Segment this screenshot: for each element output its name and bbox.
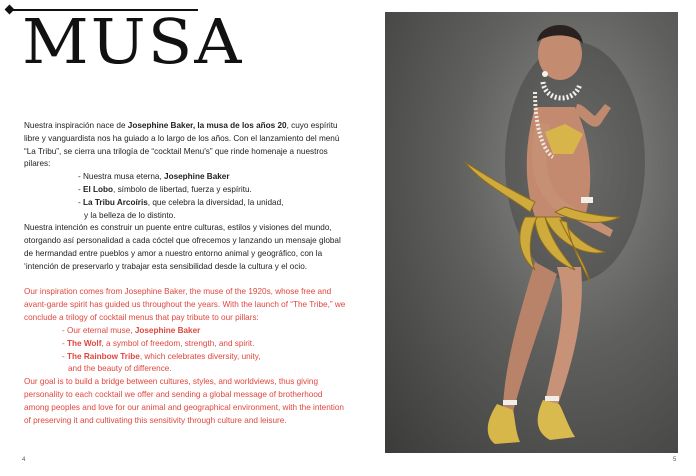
page-number-right: 5 (673, 457, 677, 463)
spanish-intro: Nuestra inspiración nace de Josephine Baker, la musa de los años 20, cuyo espíritu libre y vanguardista nos ha guiado a lo largo de los años. Con el lanzamiento del menú “La Tribu”, se cierra una trilogía de “cocktail Menu's” que rinde homenaje a nuestros pilares: (24, 121, 340, 169)
list-item: - El Lobo, símbolo de libertad, fuerza y espíritu. (78, 184, 252, 194)
dancer-photo (385, 12, 678, 453)
rule-diamond-icon (5, 5, 15, 15)
english-intro: Our inspiration comes from Josephine Baker, the muse of the 1920s, whose free and avant-garde spirit has guided us throughout the years. With the launch of “The Tribe,” we conclude a trilogy of cocktail menus that pay tribute to our pillars: (24, 287, 346, 322)
list-item: - Nuestra musa eterna, Josephine Baker (78, 172, 230, 182)
english-text-block (24, 286, 346, 428)
shoe-left (488, 404, 520, 444)
earring (542, 71, 548, 77)
shoe-right (538, 400, 575, 440)
english-closing: Our goal is to build a bridge between cultures, styles, and worldviews, thus giving personality to each cocktail we offer and sending a global message of brotherhood among peoples and love for our animal and geographical environment, with the intention of preserving it and cultivating this sensitivity through culture and leisure. (24, 377, 344, 426)
english-pillars-list (24, 325, 346, 377)
spanish-text-block (24, 120, 346, 274)
dancer-illustration (385, 12, 678, 453)
list-item: - The Wolf, a symbol of freedom, strength, and spirit. (62, 338, 255, 348)
list-item: - La Tribu Arcoíris, que celebra la diversidad, la unidad, y la belleza de lo distinto. (78, 197, 284, 220)
list-item: - Our eternal muse, Josephine Baker (62, 325, 201, 335)
bracelet (581, 197, 593, 203)
page-number-left: 4 (22, 457, 26, 463)
spanish-pillars-list (24, 171, 346, 222)
list-item: - The Rainbow Tribe, which celebrates diversity, unity, and the beauty of difference. (62, 351, 261, 374)
page-title: MUSA (22, 5, 244, 78)
anklet-left (503, 400, 517, 405)
spanish-closing: Nuestra intención es construir un puente entre culturas, estilos y visiones del mundo, otorgando así personalidad a cada cóctel que ofrecemos y lanzando un mensaje global de hermandad entre pueblos y amor a nuestro entorno animal y geográfico, con la ‘intención de preservarlo y trabajar esta sensibilidad desde la cultura y el ocio. (24, 223, 341, 271)
anklet-right (545, 396, 559, 401)
